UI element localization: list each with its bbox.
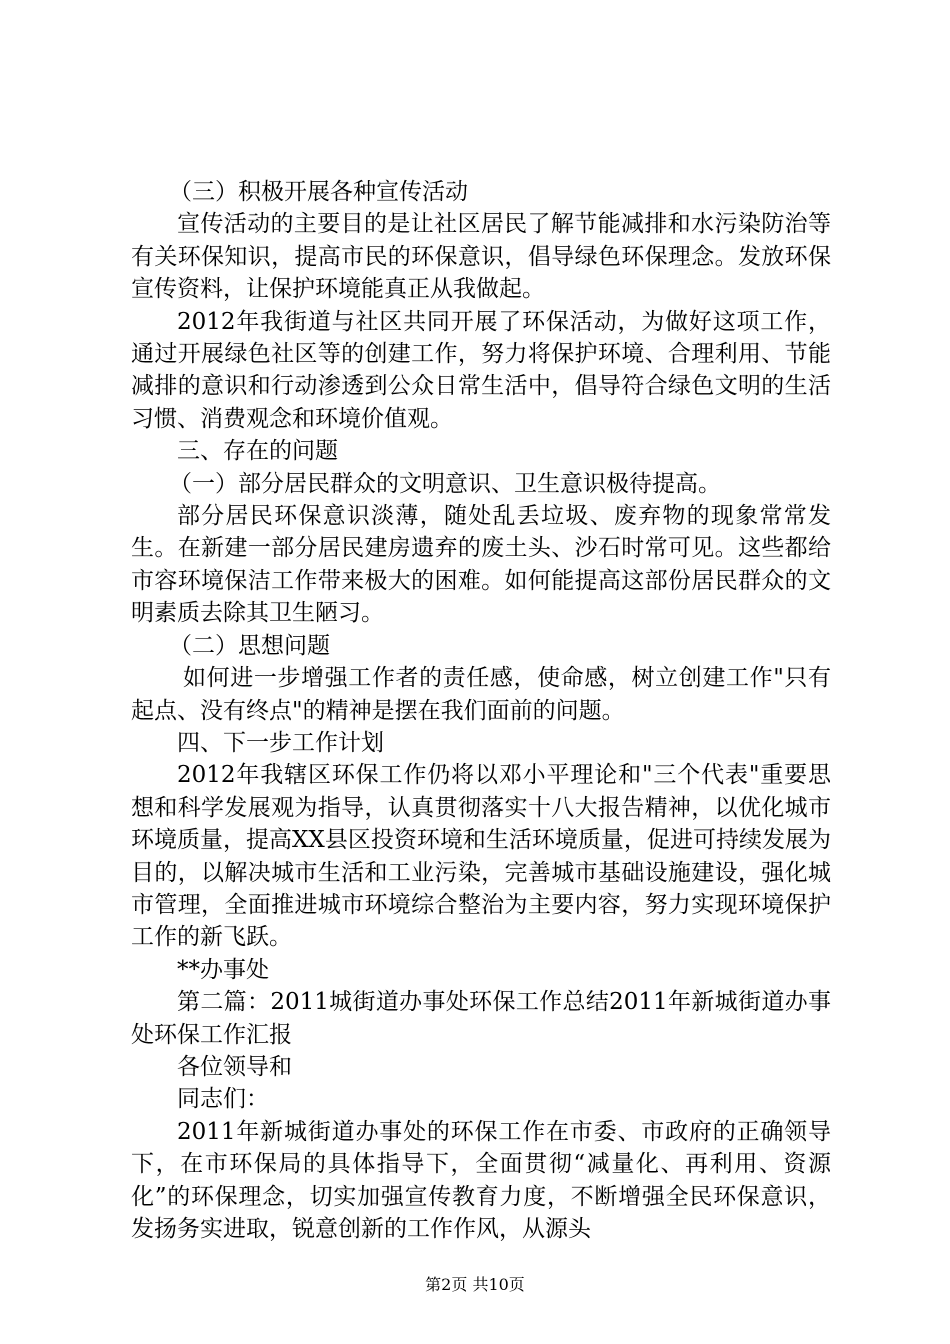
paragraph-civic-awareness: 部分居民环保意识淡薄，随处乱丢垃圾、废弃物的现象常常发生。在新建一部分居民建房遗弃的废土头、沙石时常可见。这些都给市容环境保洁工作带来极大的困难。如何能提高这部份居民群众的文明素质去除其卫生陋习。 (131, 503, 831, 627)
signature-office: **办事处 (177, 956, 269, 983)
document-body (131, 176, 831, 1245)
salutation-leaders: 各位领导和 (177, 1053, 292, 1080)
section-heading-problems: 三、存在的问题 (177, 438, 338, 465)
paragraph-ideology: 如何进一步增强工作者的责任感，使命感，树立创建工作"只有起点、没有终点"的精神是摆在我们面前的问题。 (131, 665, 831, 724)
paragraph-publicity-purpose: 宣传活动的主要目的是让社区居民了解节能减排和水污染防治等有关环保知识，提高市民的环保意识，倡导绿色环保理念。发放环保宣传资料，让保护环境能真正从我做起。 (131, 211, 831, 303)
paragraph-next-plan: 2012年我辖区环保工作仍将以邓小平理论和"三个代表"重要思想和科学发展观为指导，认真贯彻落实十八大报告精神，以优化城市环境质量，提高XX县区投资环境和生活环境质量，促进可持续发展为目的，以解决城市生活和工业污染，完善城市基础设施建设，强化城市管理，全面推进城市环境综合整治为主要内容，努力实现环境保护工作的新飞跃。 (131, 762, 831, 951)
section-heading-publicity: （三）积极开展各种宣传活动 (169, 179, 468, 205)
subheading-ideology: （二）思想问题 (169, 632, 330, 659)
subheading-civic-awareness: （一）部分居民群众的文明意识、卫生意识极待提高。 (169, 470, 721, 497)
paragraph-2012-activities: 2012年我街道与社区共同开展了环保活动，为做好这项工作，通过开展绿色社区等的创建工作，努力将保护环境、合理利用、节能减排的意识和行动渗透到公众日常生活中，倡导符合绿色文明的生活习惯、消费观念和环境价值观。 (131, 308, 831, 432)
paragraph-2011-work: 2011年新城街道办事处的环保工作在市委、市政府的正确领导下，在市环保局的具体指导下，全面贯彻“减量化、再利用、资源化”的环保理念，切实加强宣传教育力度，不断增强全民环保意识，发扬务实进取，锐意创新的工作作风，从源头 (131, 1118, 831, 1242)
page-footer: 第2页 共10页 (425, 1275, 525, 1294)
section-heading-next-plan: 四、下一步工作计划 (177, 729, 384, 756)
salutation-comrades: 同志们： (177, 1086, 269, 1113)
chapter-two-title: 第二篇：2011城街道办事处环保工作总结2011年新城街道办事处环保工作汇报 (131, 989, 831, 1048)
